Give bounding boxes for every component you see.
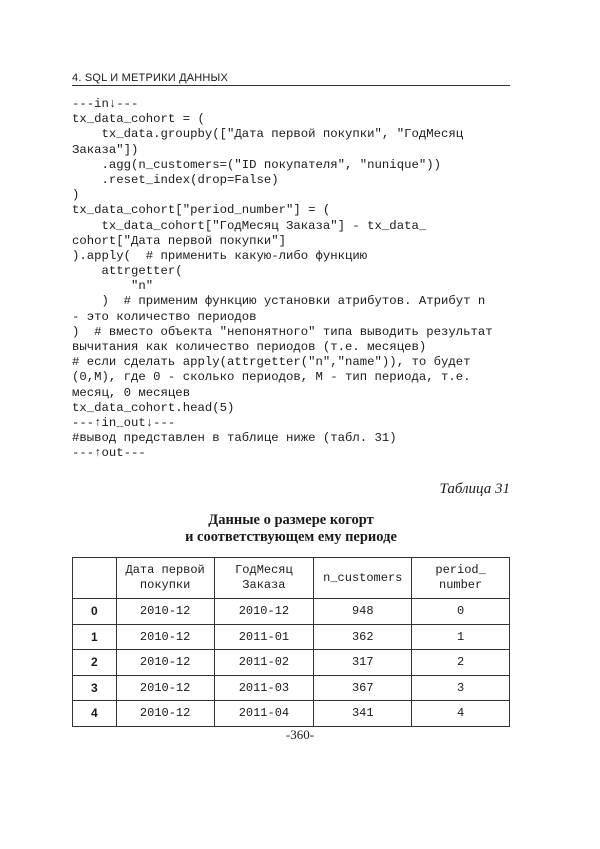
code-line: # если сделать apply(attrgetter("n","name")), то будет: [72, 355, 471, 370]
column-header-line: покупки: [139, 578, 191, 592]
code-line: tx_data_cohort["ГодМесяц Заказа"] - tx_data_: [72, 218, 427, 233]
page-number: -360-: [285, 727, 315, 742]
column-header-line: number: [439, 578, 483, 592]
table-cell: 2: [412, 650, 510, 676]
column-header-line: period_: [435, 563, 486, 577]
code-line: ---↑in_out↓---: [72, 415, 176, 430]
row-index: 4: [73, 701, 117, 727]
code-line: tx_data_cohort.head(5): [72, 400, 235, 415]
table-cell: 948: [314, 599, 412, 625]
code-line: ---↑out---: [72, 446, 146, 461]
code-line: ).apply( # применить какую-либо функцию: [72, 248, 368, 263]
table-cell: 2011-01: [214, 624, 314, 650]
code-line: tx_data_cohort = (: [72, 112, 205, 127]
column-header: [214, 558, 314, 599]
table-cell: 2011-04: [214, 701, 314, 727]
code-line: ) # применим функцию установки атрибутов. Атрибут n: [72, 294, 486, 309]
table-cell: 317: [314, 650, 412, 676]
row-index: 1: [73, 624, 117, 650]
code-line: (0,M), где 0 - сколько периодов, M - тип периода, т.е.: [72, 370, 471, 385]
table-cell: 2010-12: [116, 675, 214, 701]
code-line: - это количество периодов: [72, 309, 257, 324]
table-cell: 2010-12: [116, 701, 214, 727]
table-cell: 341: [314, 701, 412, 727]
table-title-line-1: Данные о размере когорт: [208, 512, 374, 528]
table-cell: 367: [314, 675, 412, 701]
header-divider: [72, 85, 510, 86]
table-cell: 362: [314, 624, 412, 650]
running-header: 4. SQL И МЕТРИКИ ДАННЫХ: [72, 72, 229, 84]
code-line: .reset_index(drop=False): [72, 172, 279, 187]
table-cell: 0: [412, 599, 510, 625]
code-line: ) # вместо объекта "непонятного" типа выводить результат: [72, 324, 493, 339]
table-number: Таблица 31: [439, 481, 510, 497]
table-row: [73, 701, 510, 727]
code-line: .agg(n_customers=("ID покупателя", "nunique")): [72, 157, 441, 172]
table-body: [73, 599, 510, 727]
column-header: [412, 558, 510, 599]
column-header: [314, 558, 412, 599]
code-line: cohort["Дата первой покупки"]: [72, 233, 287, 248]
column-header: [116, 558, 214, 599]
table-cell: 2010-12: [116, 650, 214, 676]
code-line: ---in↓---: [72, 97, 139, 111]
code-line: Заказа"]): [72, 142, 139, 157]
code-line: "n": [72, 279, 154, 294]
code-line: attrgetter(: [72, 264, 183, 279]
column-header-line: ГодМесяц: [235, 563, 293, 577]
table-row: [73, 624, 510, 650]
table-row: [73, 675, 510, 701]
code-line: месяц, 0 месяцев: [72, 385, 191, 400]
table-row: [73, 599, 510, 625]
table-cell: 3: [412, 675, 510, 701]
code-line: вычитания как количество периодов (т.е. месяцев): [72, 340, 427, 354]
code-line: tx_data.groupby(["Дата первой покупки", "ГодМесяц: [72, 127, 464, 142]
row-index: 0: [73, 599, 117, 625]
column-header-line: Заказа: [242, 578, 286, 592]
code-line: ): [72, 188, 80, 203]
table-row: [73, 650, 510, 676]
table-title-line-2: и соответствующем ему периоде: [185, 529, 397, 545]
table-cell: 4: [412, 701, 510, 727]
code-line: tx_data_cohort["period_number"] = (: [72, 203, 331, 218]
table-cell: 2010-12: [116, 599, 214, 625]
table-header-row: [73, 558, 510, 599]
table-cell: 1: [412, 624, 510, 650]
column-header-line: n_customers: [323, 570, 403, 585]
table-cell: 2011-02: [214, 650, 314, 676]
column-header: [73, 558, 117, 599]
column-header-line: Дата первой: [125, 563, 205, 577]
table-cell: 2010-12: [116, 624, 214, 650]
row-index: 2: [73, 650, 117, 676]
code-listing: [72, 97, 522, 462]
table-cell: 2010-12: [214, 599, 314, 625]
table-cell: 2011-03: [214, 675, 314, 701]
cohort-table: [72, 557, 510, 727]
row-index: 3: [73, 675, 117, 701]
code-line: #вывод представлен в таблице ниже (табл. 31): [72, 431, 397, 446]
